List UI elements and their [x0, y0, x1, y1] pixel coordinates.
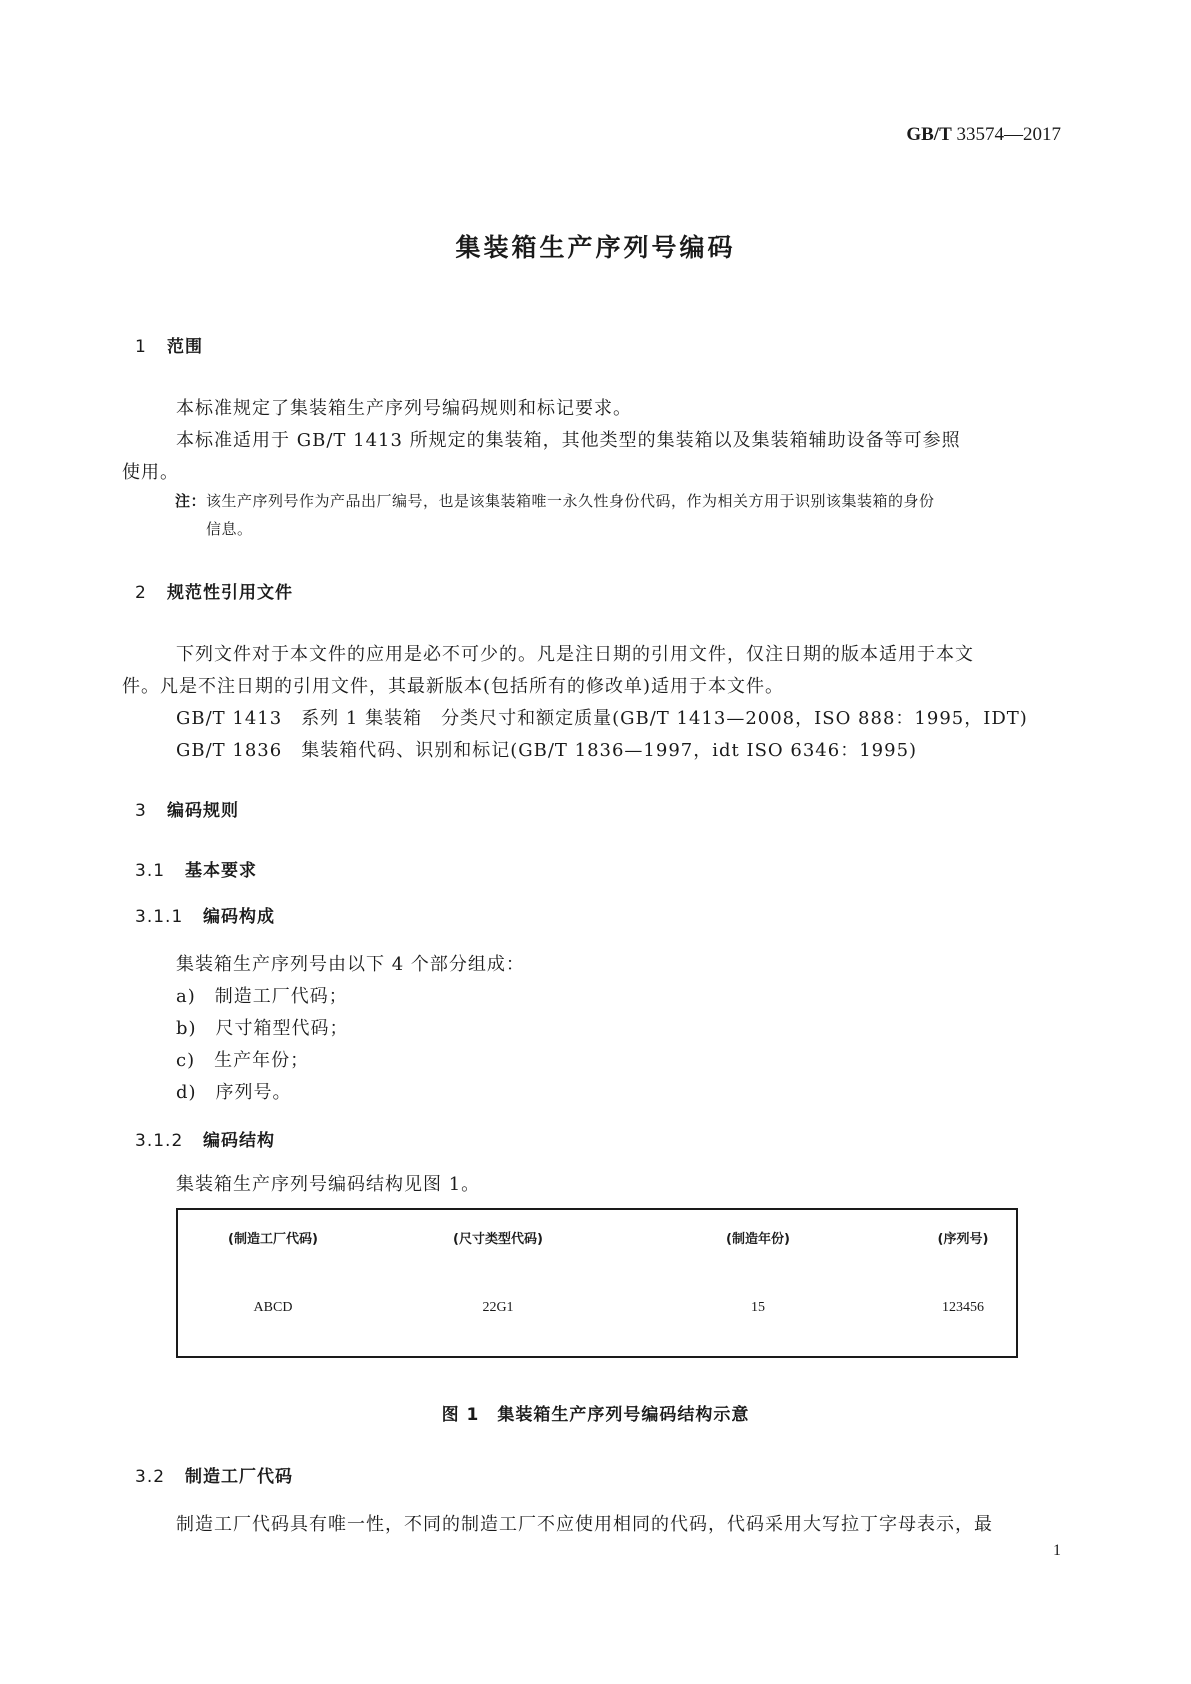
section-3-1-title: 基本要求	[185, 861, 257, 881]
figure-header-size-type-code: (尺寸类型代码)	[453, 1232, 543, 1247]
section-3-1-1-paragraph: 集装箱生产序列号由以下 4 个部分组成：	[176, 954, 525, 975]
section-2-paragraph-line-1: 下列文件对于本文件的应用是必不可少的。凡是注日期的引用文件，仅注日期的版本适用于本文	[176, 644, 974, 665]
section-3-number: 3	[135, 801, 147, 821]
note-text-line-1: 该生产序列号作为产品出厂编号，也是该集装箱唯一永久性身份代码，作为相关方用于识别该集装箱的身份	[206, 492, 935, 510]
figure-header-manufacture-year: (制造年份)	[726, 1232, 790, 1247]
section-3-1-2-paragraph: 集装箱生产序列号编码结构见图 1。	[176, 1174, 481, 1195]
note-label: 注：	[175, 492, 207, 510]
list-item-c: c) 生产年份；	[176, 1050, 310, 1071]
section-1-paragraph-2-line-1: 本标准适用于 GB/T 1413 所规定的集装箱，其他类型的集装箱以及集装箱辅助设备等可参照	[176, 430, 961, 451]
section-3-2-paragraph: 制造工厂代码具有唯一性，不同的制造工厂不应使用相同的代码，代码采用大写拉丁字母表示，最	[176, 1514, 993, 1535]
section-2-paragraph-line-2: 件。凡是不注日期的引用文件，其最新版本(包括所有的修改单)适用于本文件。	[122, 676, 785, 697]
standard-number	[906, 124, 1061, 146]
figure-value-size-type-code: 22G1	[482, 1300, 514, 1315]
list-item-a: a) 制造工厂代码；	[176, 986, 348, 1007]
section-1-note	[175, 490, 935, 511]
section-3-2-title: 制造工厂代码	[185, 1467, 293, 1487]
section-2-title: 规范性引用文件	[167, 583, 293, 603]
figure-header-serial-number: (序列号)	[937, 1232, 989, 1247]
section-3-title: 编码规则	[167, 801, 239, 821]
section-3-1-2-heading	[135, 1126, 275, 1151]
list-item-d: d) 序列号。	[176, 1082, 292, 1103]
figure-value-serial-number: 123456	[942, 1300, 984, 1315]
section-1-number: 1	[135, 337, 147, 357]
standard-code: 33574—2017	[956, 124, 1061, 145]
section-3-1-number: 3.1	[135, 861, 166, 881]
section-2-heading	[135, 578, 293, 603]
section-1-title: 范围	[167, 337, 203, 357]
section-3-1-1-number: 3.1.1	[135, 907, 184, 927]
figure-1-caption: 图 1 集装箱生产序列号编码结构示意	[441, 1405, 750, 1425]
section-3-1-2-title: 编码结构	[203, 1131, 275, 1151]
standard-prefix: GB/T	[906, 124, 952, 145]
document-title: 集装箱生产序列号编码	[455, 233, 736, 262]
section-3-1-heading	[135, 856, 257, 881]
section-3-2-heading	[135, 1462, 293, 1487]
section-3-1-2-number: 3.1.2	[135, 1131, 184, 1151]
section-3-2-number: 3.2	[135, 1467, 166, 1487]
list-item-b: b) 尺寸箱型代码；	[176, 1018, 349, 1039]
section-3-1-1-heading	[135, 902, 275, 927]
section-1-paragraph-1: 本标准规定了集装箱生产序列号编码规则和标记要求。	[176, 398, 632, 419]
figure-1-box	[176, 1208, 1018, 1358]
figure-value-manufacturer-code: ABCD	[253, 1300, 293, 1315]
section-3-1-1-title: 编码构成	[203, 907, 275, 927]
section-1-paragraph-2-line-2: 使用。	[122, 462, 179, 483]
reference-gb-t-1836: GB/T 1836 集装箱代码、识别和标记(GB/T 1836—1997，idt ISO 6346：1995)	[176, 740, 918, 761]
note-text-line-2: 信息。	[206, 520, 253, 538]
section-2-number: 2	[135, 583, 147, 603]
figure-header-manufacturer-code: (制造工厂代码)	[228, 1232, 318, 1247]
page-number: 1	[1053, 1542, 1061, 1559]
figure-value-manufacture-year: 15	[751, 1300, 765, 1315]
reference-gb-t-1413: GB/T 1413 系列 1 集装箱 分类尺寸和额定质量(GB/T 1413—2008，ISO 888：1995，IDT)	[176, 708, 1028, 729]
section-3-heading	[135, 796, 239, 821]
section-1-heading	[135, 332, 203, 357]
